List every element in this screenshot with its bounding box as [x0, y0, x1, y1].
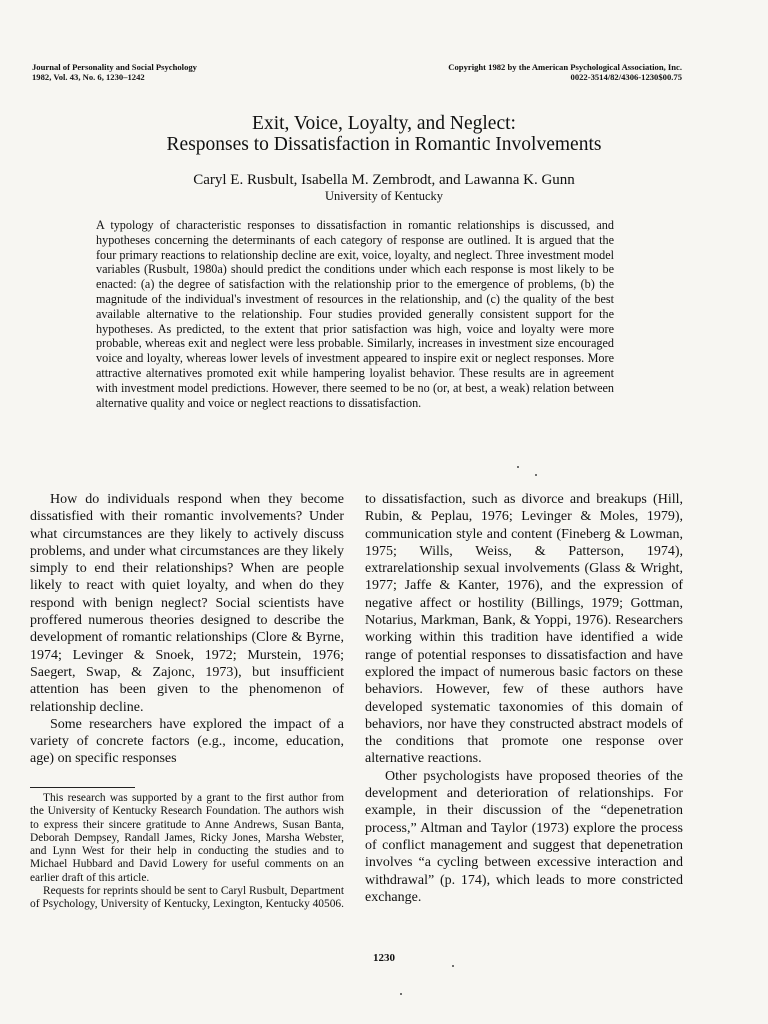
- journal-citation: [32, 63, 197, 82]
- scan-speck: [517, 466, 519, 468]
- footnotes: [30, 792, 344, 912]
- scan-speck: [535, 474, 537, 476]
- article-title: [0, 113, 768, 155]
- affiliation: University of Kentucky: [324, 189, 444, 203]
- page-number: 1230: [373, 952, 395, 964]
- issn-code: 0022-3514/82/4306-1230$00.75: [570, 71, 682, 82]
- body-column-left: [30, 491, 344, 768]
- journal-volume: 1982, Vol. 43, No. 6, 1230–1242: [32, 71, 145, 82]
- scan-speck: [400, 993, 402, 995]
- footnote-reprints: Requests for reprints should be sent to Caryl Rusbult, Department of Psychology, University of Kentucky, Lexington, Kentucky 40506.: [30, 885, 344, 911]
- body-paragraph: Some researchers have explored the impact of a variety of concrete factors (e.g., income, education, age) on specific responses: [30, 716, 344, 767]
- body-column-right: [365, 491, 683, 906]
- body-paragraph: to dissatisfaction, such as divorce and breakups (Hill, Rubin, & Peplau, 1976; Levinger & Moles, 1979), communication style and content (Fineberg & Lowman, 1975; Wills, Weiss, & Patterson, 1974), extrarelationship sexual involvements (Glass & Wright, 1977; Jaffe & Kanter, 1976), and the expression of negative affect or hostility (Billings, 1979; Gottman, Notarius, Markman, Bank, & Yoppi, 1976). Researchers working within this tradition have identified a wide range of potential responses to dissatisfaction and have explored the impact of numerous basic factors on these behaviors. However, few of these authors have developed systematic taxonomies of this domain of behaviors, nor have they constructed abstract models of the conditions that promote one response over alternative reactions.: [365, 492, 683, 767]
- copyright-notice: [448, 63, 682, 82]
- footnote-funding: This research was supported by a grant to the first author from the University of Kentucky Research Foundation. The authors wish to express their sincere gratitude to Anne Andrews, Susan Banta, Deborah Dempsey, Randall James, Ricky Jones, Marsha Webster, and Lynn West for their help in conducting the studies and to Michael Hubbard and David Lowery for useful comments on an earlier draft of this article.: [30, 792, 344, 884]
- scan-speck: [452, 965, 454, 967]
- title-line-1: Exit, Voice, Loyalty, and Neglect:: [252, 113, 516, 134]
- journal-name: Journal of Personality and Social Psychology: [32, 62, 197, 72]
- body-paragraph: How do individuals respond when they become dissatisfied with their romantic involvements? Under what circumstances are they likely to actively discuss problems, and under what circumstances are they likely simply to end their relationships? When are people likely to react with quiet loyalty, and when do they respond with benign neglect? Social scientists have proffered numerous theories designed to describe the development of romantic relationships (Clore & Byrne, 1974; Levinger & Snoek, 1972; Murstein, 1976; Saegert, Swap, & Zajonc, 1973), but insufficient attention has been given to the phenomenon of relationship decline.: [30, 492, 344, 715]
- title-line-2: Responses to Dissatisfaction in Romantic Involvements: [166, 134, 602, 155]
- author-list: Caryl E. Rusbult, Isabella M. Zembrodt, and Lawanna K. Gunn: [193, 172, 575, 188]
- abstract: A typology of characteristic responses to dissatisfaction in romantic relationships is discussed, and hypotheses concerning the determinants of each category of response are outlined. It is argued that the four primary reactions to relationship decline are exit, voice, loyalty, and neglect. Three investment model variables (Rusbult, 1980a) should predict the conditions under which each response is most likely to be enacted: (a) the degree of satisfaction with the relationship prior to the emergence of problems, (b) the magnitude of the individual's investment of resources in the relationship, and (c) the quality of the best available alternative to the relationship. Four studies provided generally consistent support for the hypotheses. As predicted, to the extent that prior satisfaction was high, voice and loyalty were more probable, whereas exit and neglect were less probable. Similarly, increases in investment size encouraged voice and loyalty, whereas lower levels of investment appeared to inspire exit or neglect responses. More attractive alternatives promoted exit while hampering loyalist behavior. These results are in agreement with investment model predictions. However, there seemed to be no (or, at best, a weak) relation between alternative quality and voice or neglect reactions to dissatisfaction.: [96, 218, 614, 410]
- copyright-text: Copyright 1982 by the American Psychological Association, Inc.: [448, 62, 682, 72]
- footnote-divider: [30, 787, 135, 788]
- body-paragraph: Other psychologists have proposed theories of the development and deterioration of relationships. For example, in their discussion of the “depenetration process,” Altman and Taylor (1973) explore the process of conflict management and suggest that depenetration involves “a cycling between excessive interaction and withdrawal” (p. 174), which leads to more constricted exchange.: [365, 768, 683, 905]
